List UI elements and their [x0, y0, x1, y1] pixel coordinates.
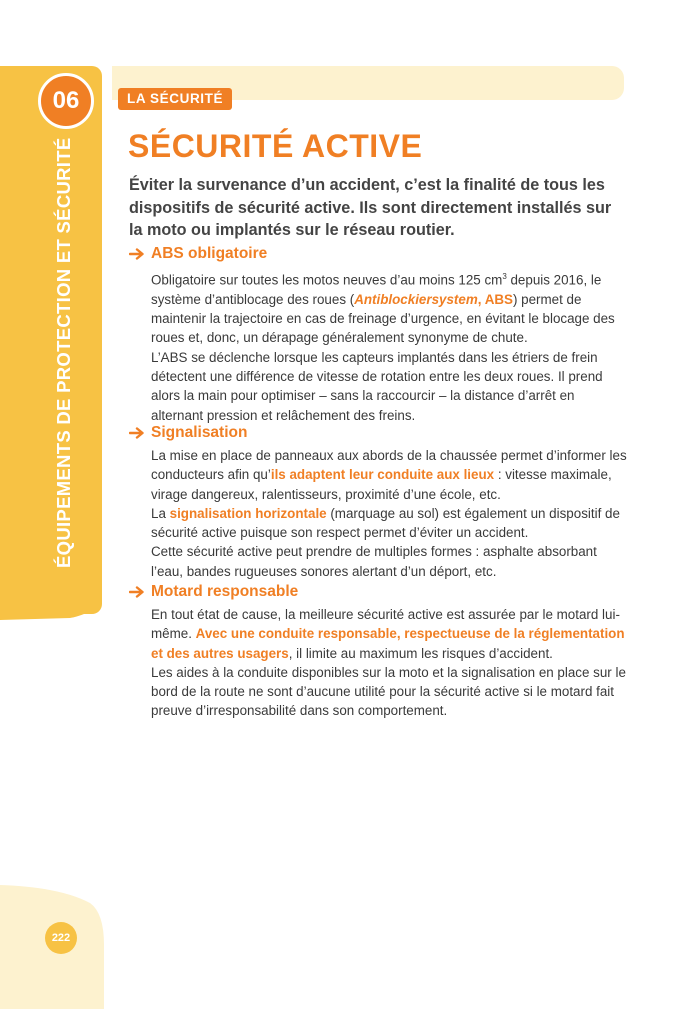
section-signalisation — [129, 423, 629, 581]
highlight-phrase: signalisation horizontale — [169, 505, 327, 521]
intro-paragraph: Éviter la survenance d’un accident, c’est la finalité de tous les dispositifs de sécurité active. Ils sont directement installés sur la moto ou implantés sur le réseau routier. — [129, 176, 612, 239]
arrow-right-icon — [129, 586, 145, 598]
chapter-number: 06 — [38, 73, 94, 129]
section-heading-text: Motard responsable — [151, 583, 299, 600]
highlight-phrase: ils adaptent leur conduite aux lieux — [270, 467, 495, 483]
section-abs — [129, 244, 629, 425]
section-heading — [129, 582, 629, 602]
paragraph: L’ABS se déclenche lorsque les capteurs implantés dans les étriers de frein détectent une différence de vitesse de rotation entre les deux roues. Il prend alors la main pour optimiser – sans la raccourcir – la distance d’arrêt en alternant pression et relâchement des freins. — [151, 349, 603, 423]
paragraph: En tout état de cause, la meilleure sécurité active est assurée par le motard lui-même. Avec une conduite responsable, respectueuse de la réglementation et des autres usagers, il limite au maximum les risques d’accident. — [151, 607, 625, 661]
page-title: SÉCURITÉ ACTIVE — [128, 128, 423, 164]
section-badge: LA SÉCURITÉ — [118, 88, 232, 110]
chapter-title: ÉQUIPEMENTS DE PROTECTION ET SÉCURITÉ — [53, 137, 74, 568]
section-heading-text: Signalisation — [151, 424, 248, 441]
paragraph: La mise en place de panneaux aux abords de la chaussée permet d’informer les conducteurs afin qu’ils adaptent leur conduite aux lieux : vitesse maximale, virage dangereux, ralentisseurs, proximité d’une école, etc. — [151, 448, 627, 502]
arrow-right-icon — [129, 248, 145, 260]
highlight-term: Antiblockiersystem — [354, 291, 478, 307]
arrow-right-icon — [129, 427, 145, 439]
paragraph: La signalisation horizontale (marquage au sol) est également un dispositif de sécurité active puisque son respect permet d’éviter un accident. — [151, 505, 620, 541]
paragraph: Les aides à la conduite disponibles sur la moto et la signalisation en place sur le bord de la route ne sont d’aucune utilité pour la sécurité active si le motard fait preuve d’irresponsabilité dans son comportement. — [151, 664, 626, 719]
section-motard-responsable — [129, 582, 629, 721]
highlight-phrase: Avec une conduite responsable, respectueuse de la réglementation et des autres usagers — [151, 626, 625, 661]
paragraph: Cette sécurité active peut prendre de multiples formes : asphalte absorbant l’eau, bandes rugueuses sonores alertant d’un déport, etc. — [151, 544, 597, 579]
section-heading-text: ABS obligatoire — [151, 245, 268, 262]
page-number: 222 — [45, 922, 77, 954]
chapter-side-tab — [0, 66, 102, 614]
section-heading — [129, 244, 629, 264]
highlight-term: ABS — [484, 291, 513, 307]
side-tab-curve — [0, 560, 102, 620]
paragraph: Obligatoire sur toutes les motos neuves d’au moins 125 $cm^3$ depuis 2016, le système d’antiblocage des roues (Antiblockiersystem, ABS) permet de maintenir la trajectoire en cas de freinage d’urgence, en évitant le blocage des roues et, donc, un dérapage généralement synonyme de chute. — [151, 272, 615, 346]
section-heading — [129, 423, 629, 443]
